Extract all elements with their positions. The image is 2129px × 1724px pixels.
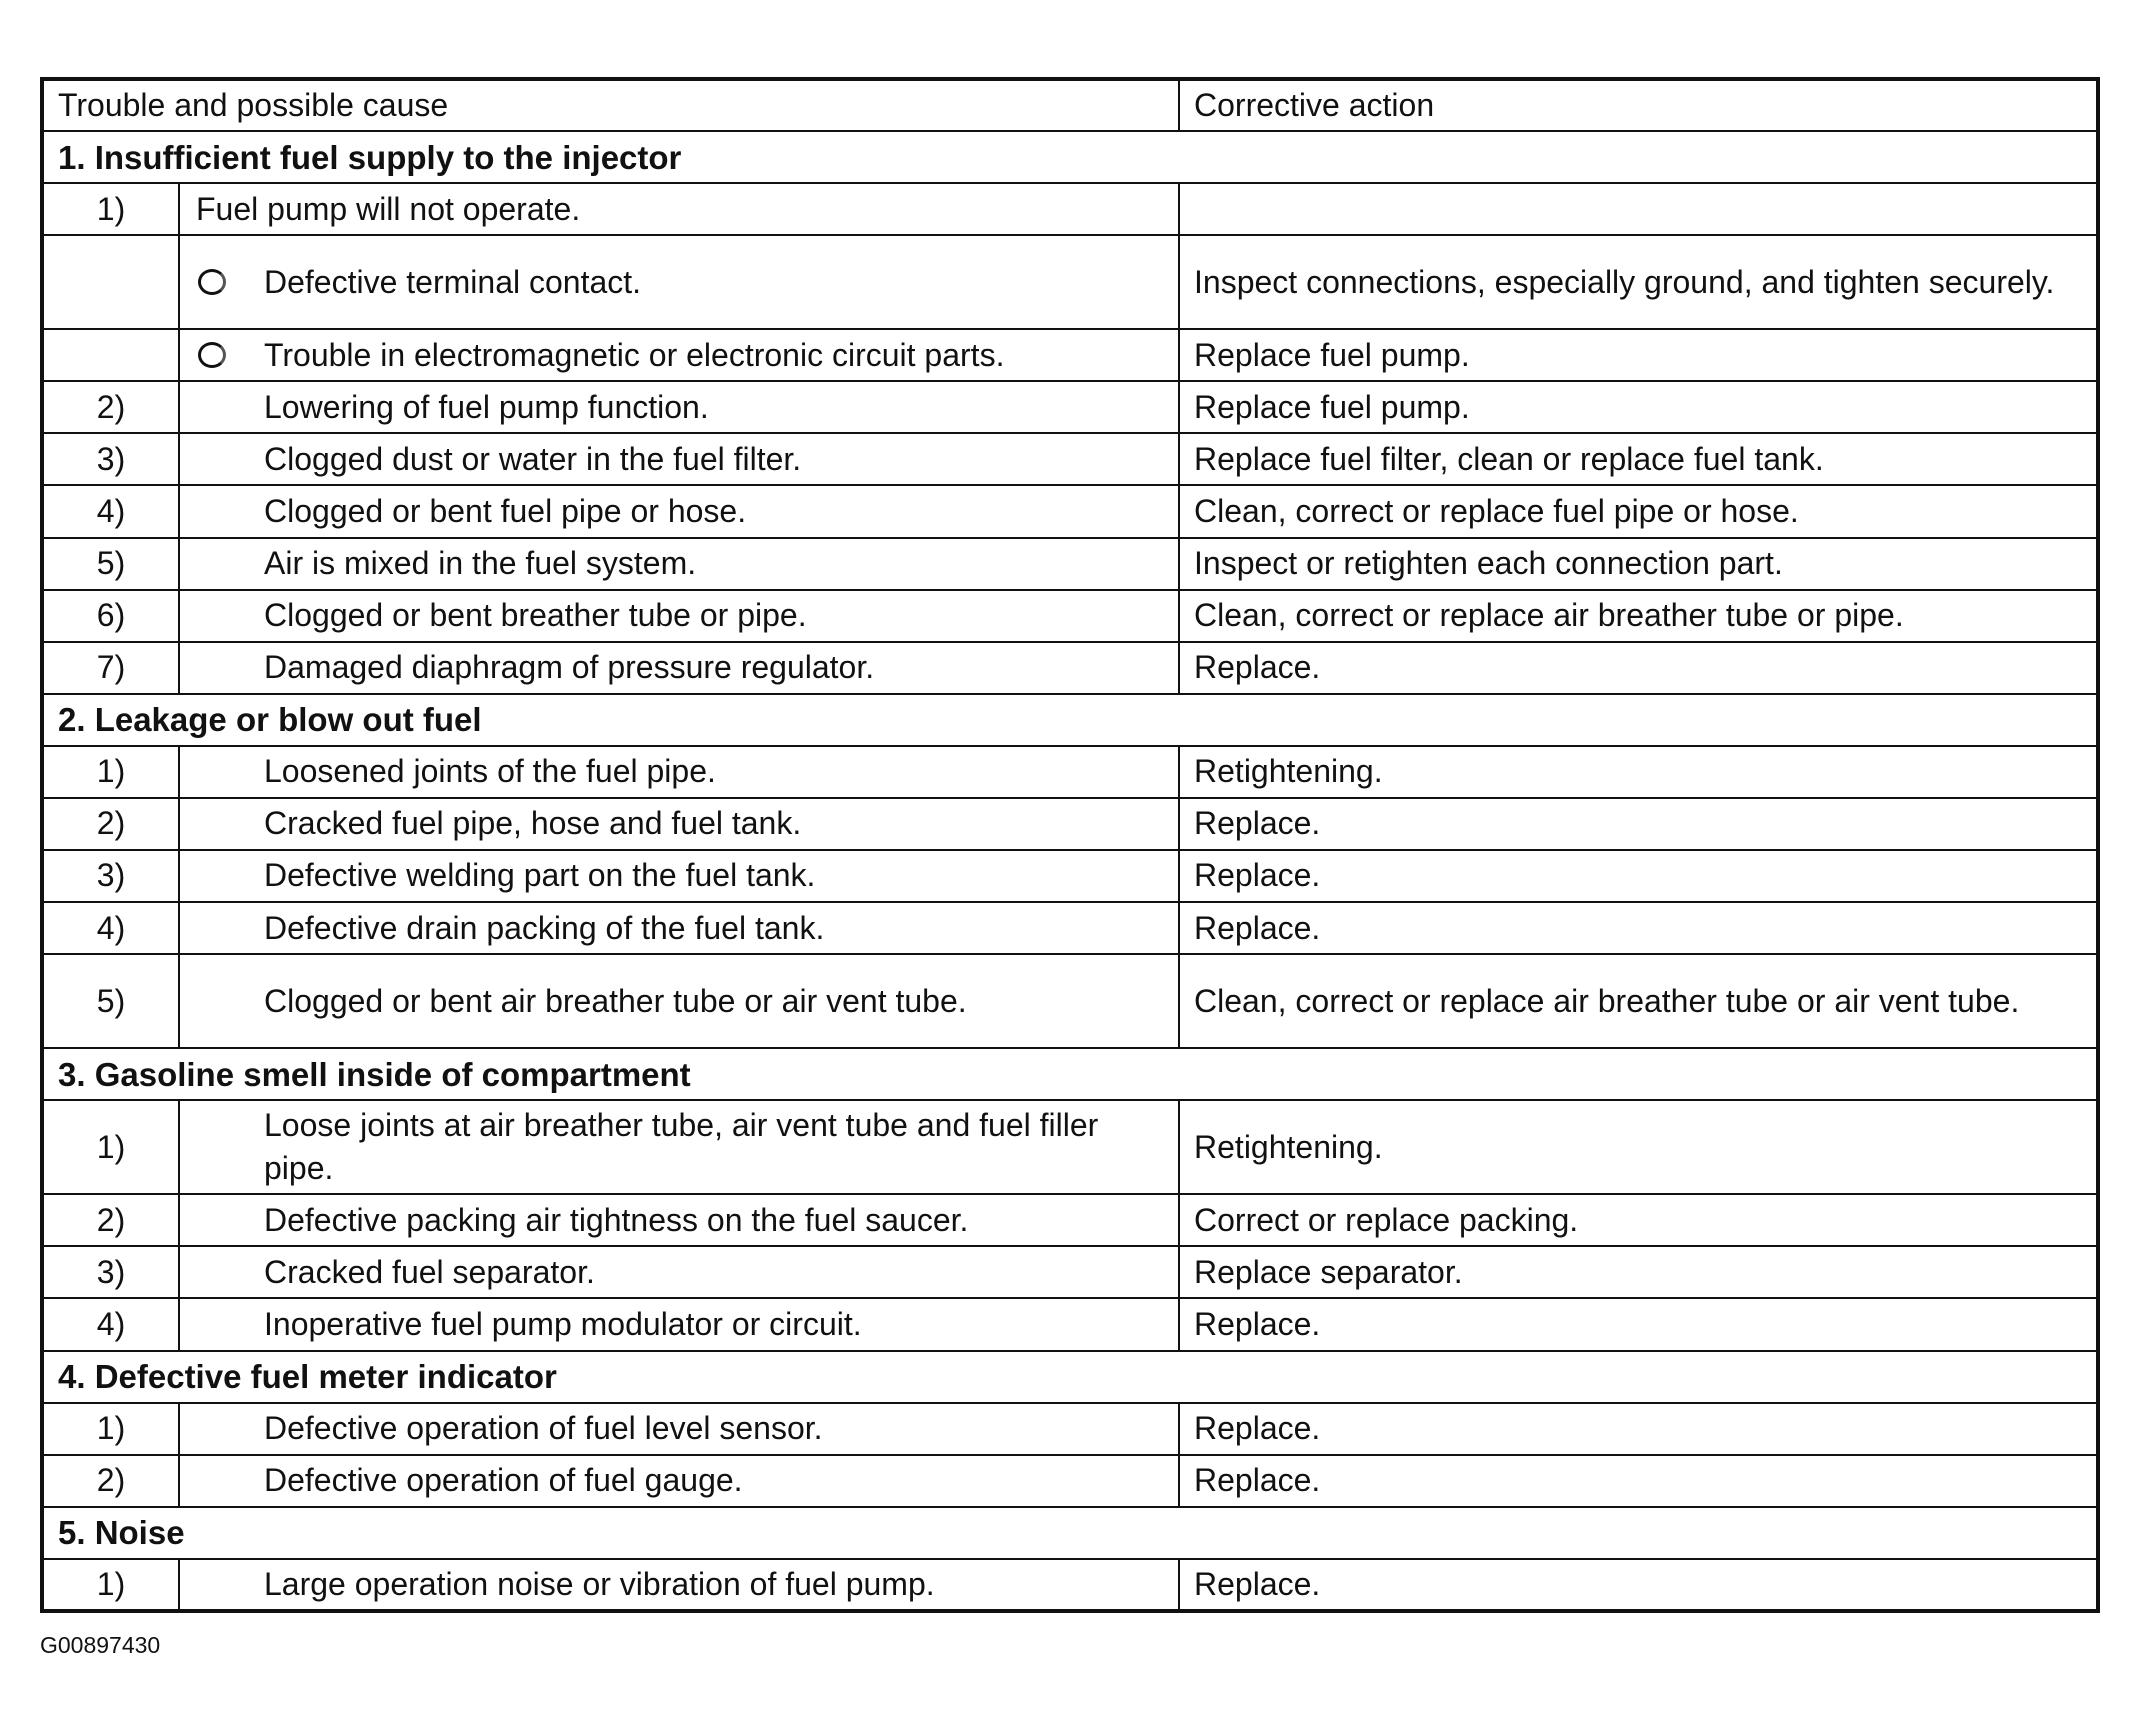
row-cause: Defective operation of fuel level sensor. bbox=[179, 1403, 1179, 1455]
table-row bbox=[42, 183, 2098, 235]
row-action bbox=[1179, 183, 2098, 235]
section-row bbox=[42, 1048, 2098, 1100]
section-row bbox=[42, 1507, 2098, 1559]
row-cause-cell bbox=[179, 329, 1179, 381]
row-number: 1) bbox=[42, 746, 179, 798]
row-cause: Defective welding part on the fuel tank. bbox=[179, 850, 1179, 902]
section-row bbox=[42, 1351, 2098, 1403]
table-row bbox=[42, 642, 2098, 694]
section-title: 5. Noise bbox=[42, 1507, 2098, 1559]
row-cause: Fuel pump will not operate. bbox=[179, 183, 1179, 235]
row-action: Replace. bbox=[1179, 642, 2098, 694]
row-action: Inspect or retighten each connection part. bbox=[1179, 538, 2098, 590]
row-action: Clean, correct or replace fuel pipe or hose. bbox=[1179, 485, 2098, 537]
row-action: Retightening. bbox=[1179, 746, 2098, 798]
row-number: 1) bbox=[42, 1403, 179, 1455]
row-number: 2) bbox=[42, 798, 179, 850]
row-number: 1) bbox=[42, 1559, 179, 1611]
section-title: 1. Insufficient fuel supply to the injector bbox=[42, 131, 2098, 183]
row-action: Replace fuel filter, clean or replace fuel tank. bbox=[1179, 433, 2098, 485]
row-number: 1) bbox=[42, 1100, 179, 1194]
section-row bbox=[42, 131, 2098, 183]
figure-id: G00897430 bbox=[40, 1632, 161, 1658]
row-number: 4) bbox=[42, 902, 179, 954]
row-number: 1) bbox=[42, 183, 179, 235]
row-cause: Cracked fuel pipe, hose and fuel tank. bbox=[179, 798, 1179, 850]
row-action: Replace. bbox=[1179, 798, 2098, 850]
row-number: 3) bbox=[42, 850, 179, 902]
row-action: Replace. bbox=[1179, 850, 2098, 902]
row-number: 3) bbox=[42, 1246, 179, 1298]
row-cause: Clogged or bent fuel pipe or hose. bbox=[179, 485, 1179, 537]
row-number: 7) bbox=[42, 642, 179, 694]
header-row bbox=[42, 79, 2098, 131]
row-action: Clean, correct or replace air breather tube or air vent tube. bbox=[1179, 954, 2098, 1048]
row-cause: Large operation noise or vibration of fuel pump. bbox=[179, 1559, 1179, 1611]
row-number: 2) bbox=[42, 1194, 179, 1246]
row-action: Inspect connections, especially ground, and tighten securely. bbox=[1179, 235, 2098, 329]
table-row bbox=[42, 1559, 2098, 1611]
row-cause: Clogged or bent air breather tube or air vent tube. bbox=[179, 954, 1179, 1048]
row-cause: Inoperative fuel pump modulator or circuit. bbox=[179, 1298, 1179, 1350]
row-action: Clean, correct or replace air breather tube or pipe. bbox=[1179, 590, 2098, 642]
section-title: 4. Defective fuel meter indicator bbox=[42, 1351, 2098, 1403]
row-action: Replace. bbox=[1179, 1298, 2098, 1350]
row-number: 6) bbox=[42, 590, 179, 642]
table-row bbox=[42, 538, 2098, 590]
row-action: Replace fuel pump. bbox=[1179, 381, 2098, 433]
header-cause: Trouble and possible cause bbox=[42, 79, 1179, 131]
row-number bbox=[42, 329, 179, 381]
row-action: Replace separator. bbox=[1179, 1246, 2098, 1298]
row-number: 3) bbox=[42, 433, 179, 485]
row-number: 4) bbox=[42, 485, 179, 537]
row-action: Retightening. bbox=[1179, 1100, 2098, 1194]
row-cause: Defective operation of fuel gauge. bbox=[179, 1455, 1179, 1507]
section-row bbox=[42, 694, 2098, 746]
troubleshooting-table bbox=[40, 77, 2100, 1613]
row-number bbox=[42, 235, 179, 329]
row-number: 2) bbox=[42, 381, 179, 433]
table-row bbox=[42, 1403, 2098, 1455]
row-cause: Air is mixed in the fuel system. bbox=[179, 538, 1179, 590]
table-row bbox=[42, 1100, 2098, 1194]
row-action: Replace. bbox=[1179, 1559, 2098, 1611]
table-row bbox=[42, 1298, 2098, 1350]
table-row bbox=[42, 850, 2098, 902]
table-row bbox=[42, 235, 2098, 329]
row-action: Replace fuel pump. bbox=[1179, 329, 2098, 381]
row-number: 2) bbox=[42, 1455, 179, 1507]
table-row bbox=[42, 590, 2098, 642]
row-cause: Loose joints at air breather tube, air vent tube and fuel filler pipe. bbox=[179, 1100, 1179, 1194]
row-cause: Defective drain packing of the fuel tank. bbox=[179, 902, 1179, 954]
row-action: Replace. bbox=[1179, 1403, 2098, 1455]
table-row bbox=[42, 329, 2098, 381]
table-row bbox=[42, 1246, 2098, 1298]
section-title: 2. Leakage or blow out fuel bbox=[42, 694, 2098, 746]
row-cause: Damaged diaphragm of pressure regulator. bbox=[179, 642, 1179, 694]
table-row bbox=[42, 1455, 2098, 1507]
circle-bullet-icon bbox=[198, 269, 226, 295]
table-row bbox=[42, 798, 2098, 850]
row-number: 5) bbox=[42, 538, 179, 590]
row-cause: Clogged dust or water in the fuel filter. bbox=[179, 433, 1179, 485]
row-cause: Trouble in electromagnetic or electronic circuit parts. bbox=[264, 336, 1005, 373]
row-number: 4) bbox=[42, 1298, 179, 1350]
row-action: Correct or replace packing. bbox=[1179, 1194, 2098, 1246]
table-row bbox=[42, 381, 2098, 433]
table-row bbox=[42, 954, 2098, 1048]
row-number: 5) bbox=[42, 954, 179, 1048]
header-action: Corrective action bbox=[1179, 79, 2098, 131]
table-row bbox=[42, 433, 2098, 485]
row-cause-cell bbox=[179, 235, 1179, 329]
row-cause: Loosened joints of the fuel pipe. bbox=[179, 746, 1179, 798]
row-action: Replace. bbox=[1179, 902, 2098, 954]
row-cause: Clogged or bent breather tube or pipe. bbox=[179, 590, 1179, 642]
section-title: 3. Gasoline smell inside of compartment bbox=[42, 1048, 2098, 1100]
row-action: Replace. bbox=[1179, 1455, 2098, 1507]
table-row bbox=[42, 485, 2098, 537]
row-cause: Defective terminal contact. bbox=[264, 263, 642, 300]
circle-bullet-icon bbox=[198, 342, 226, 368]
row-cause: Lowering of fuel pump function. bbox=[179, 381, 1179, 433]
table-row bbox=[42, 1194, 2098, 1246]
table-row bbox=[42, 902, 2098, 954]
row-cause: Defective packing air tightness on the fuel saucer. bbox=[179, 1194, 1179, 1246]
row-cause: Cracked fuel separator. bbox=[179, 1246, 1179, 1298]
table-row bbox=[42, 746, 2098, 798]
